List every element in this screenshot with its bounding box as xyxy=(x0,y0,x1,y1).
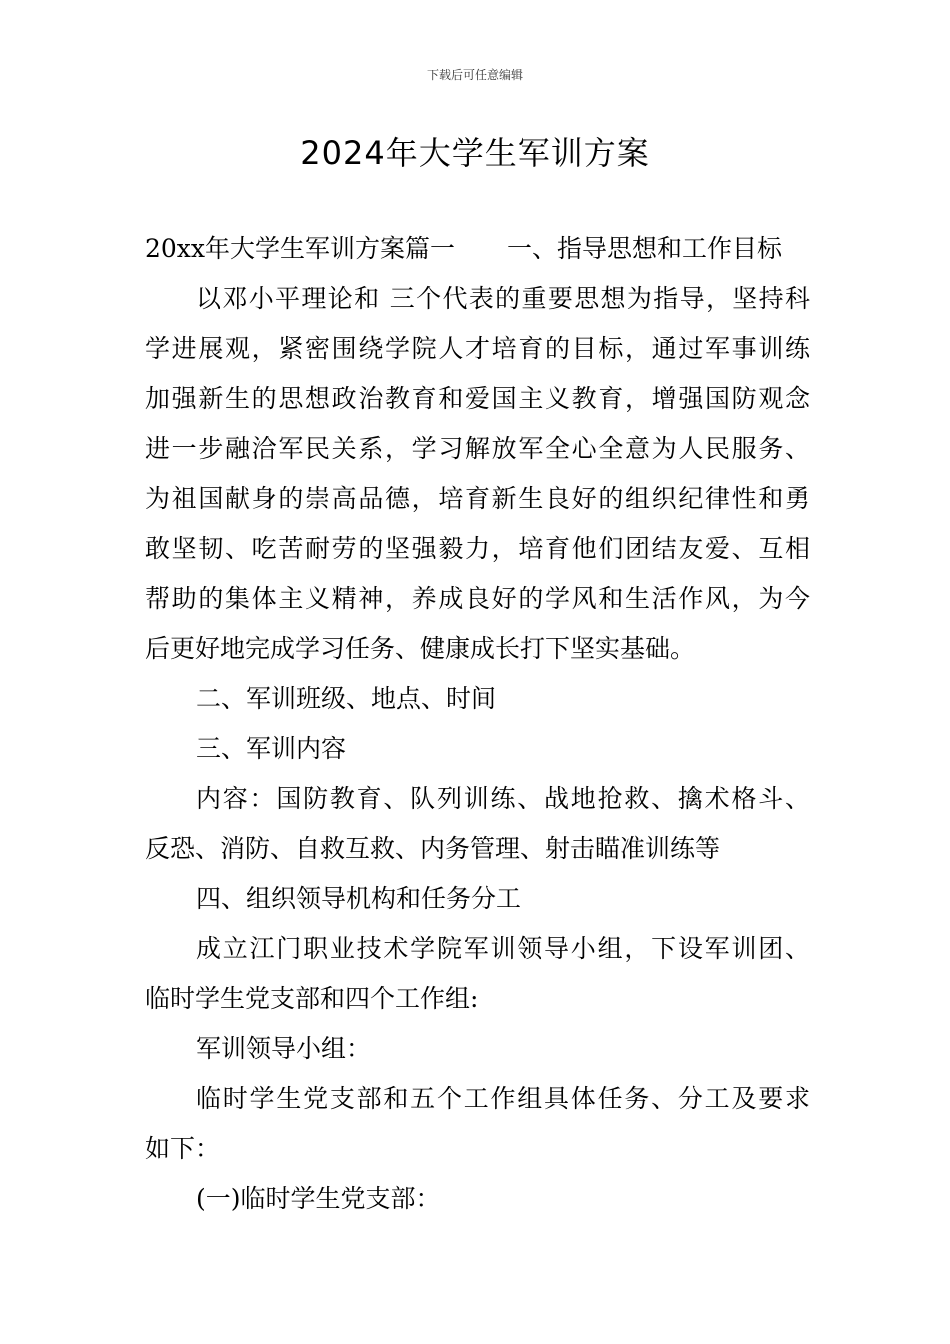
body-line: 如下： xyxy=(145,1134,221,1163)
body-line: 临时学生党支部和五个工作组具体任务、分工及要求 xyxy=(196,1084,810,1113)
body-line: 加强新生的思想政治教育和爱国主义教育，增强国防观念 xyxy=(145,384,810,413)
body-line: 内容：国防教育、队列训练、战地抢救、擒术格斗、 xyxy=(196,784,810,813)
body-line-heading xyxy=(145,224,810,274)
body-line: 反恐、消防、自救互救、内务管理、射击瞄准训练等 xyxy=(145,834,721,863)
body-line: 军训领导小组： xyxy=(196,1034,372,1063)
body-line: 成立江门职业技术学院军训领导小组，下设军训团、 xyxy=(196,934,810,963)
body-line: 二、军训班级、地点、时间 xyxy=(196,684,497,713)
body-line: 敢坚韧、吃苦耐劳的坚强毅力，培育他们团结友爱、互相 xyxy=(145,534,810,563)
body-line: 帮助的集体主义精神，养成良好的学风和生活作风，为今 xyxy=(145,584,810,613)
body-line: 三、军训内容 xyxy=(196,734,347,763)
body-line: 四、组织领导机构和任务分工 xyxy=(196,884,522,913)
document-title: 2024年大学生军训方案 xyxy=(300,134,650,172)
download-note: 下载后可任意编辑 xyxy=(426,68,523,82)
body-line: 临时学生党支部和四个工作组: xyxy=(145,984,479,1013)
body-line: 为祖国献身的崇高品德，培育新生良好的组织纪律性和勇 xyxy=(145,484,810,513)
paragraph-lines xyxy=(145,274,810,1224)
section-heading-guiding-principles: 一、指导思想和工作目标 xyxy=(507,234,783,263)
document-body xyxy=(145,224,810,1224)
body-line: 后更好地完成学习任务、健康成长打下坚实基础。 xyxy=(145,634,696,663)
body-line: 进一步融洽军民关系，学习解放军全心全意为人民服务、 xyxy=(145,434,810,463)
body-line: 学进展观，紧密围绕学院人才培育的目标，通过军事训练 xyxy=(145,334,810,363)
section-header-text: 20xx年大学生军训方案篇一 xyxy=(145,234,456,263)
body-line: 以邓小平理论和 三个代表的重要思想为指导，坚持科 xyxy=(196,284,810,313)
body-line: (一)临时学生党支部： xyxy=(196,1184,441,1213)
